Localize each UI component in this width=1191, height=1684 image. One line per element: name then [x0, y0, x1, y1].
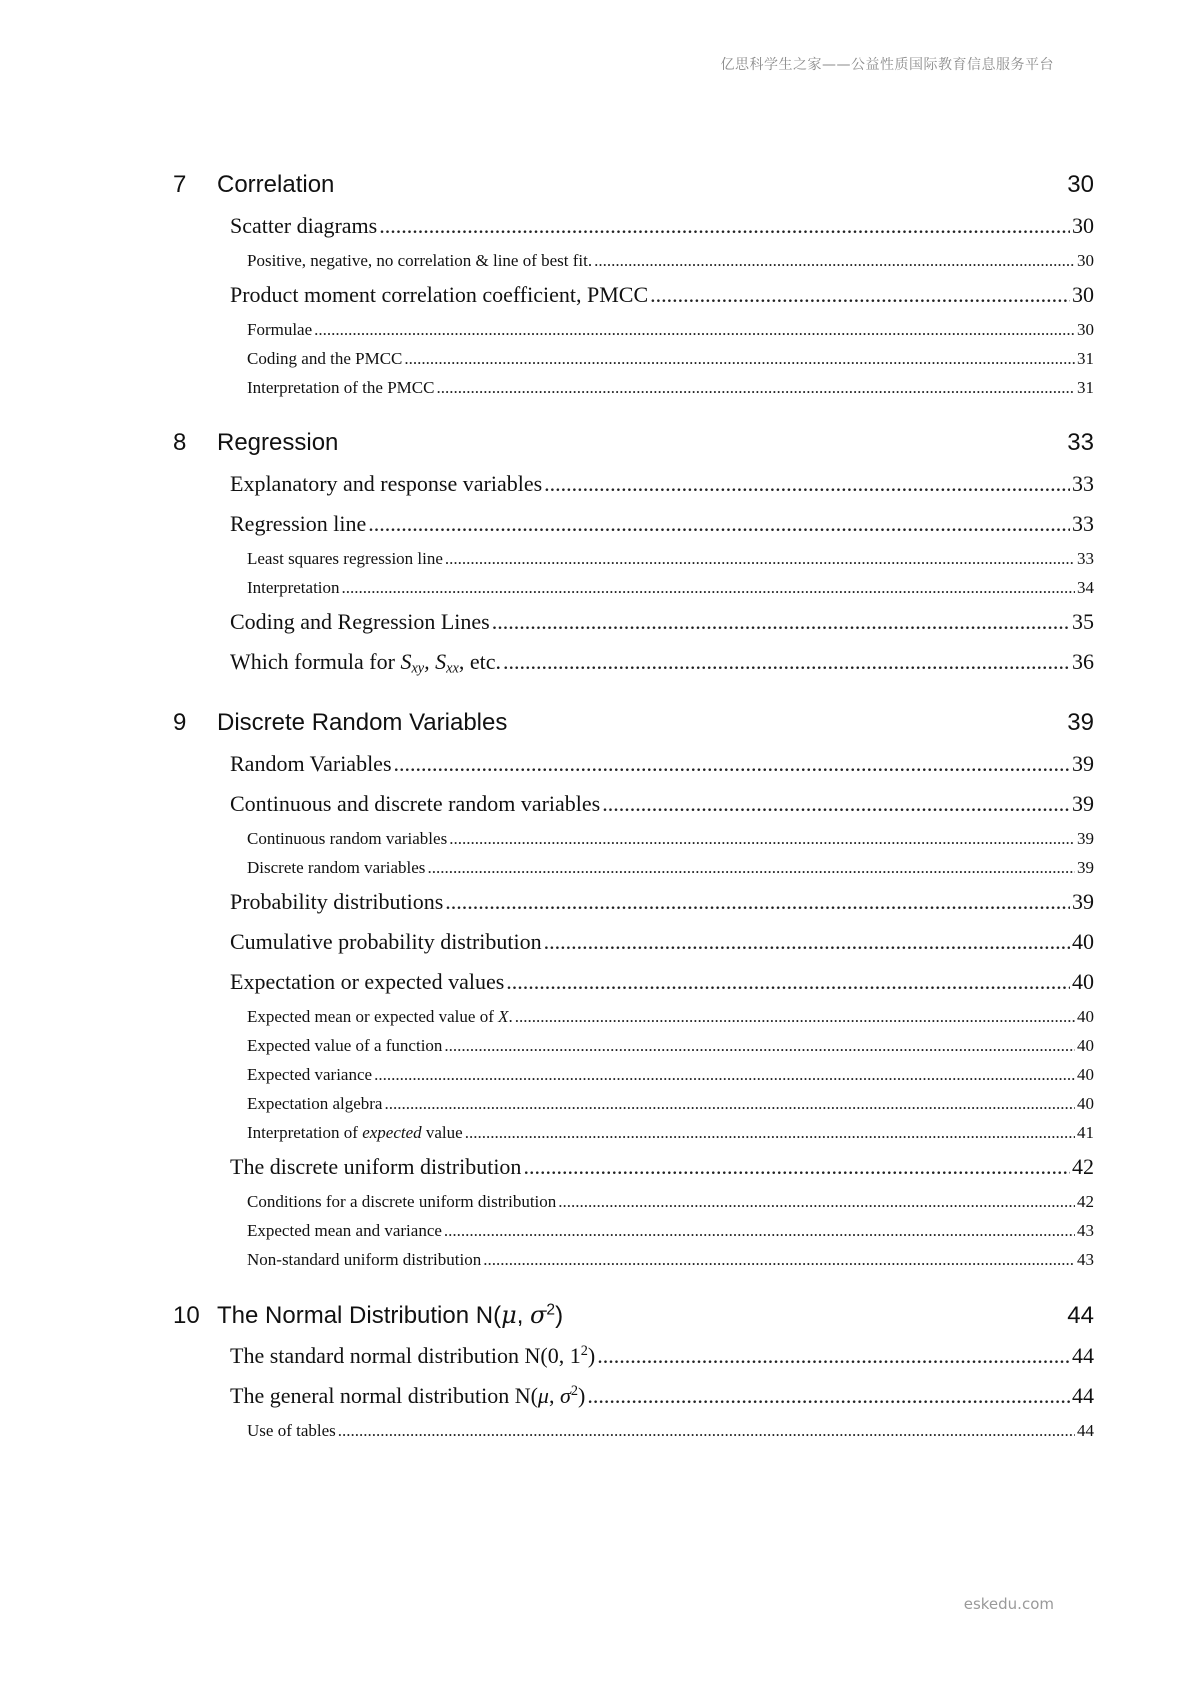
- toc-entry-continuous-discrete[interactable]: Continuous and discrete random variables ..... 39: [230, 784, 1094, 824]
- toc-entry-expected-mean[interactable]: Expected mean or expected value of X. ..... 40: [247, 1002, 1094, 1031]
- leader-dots: [465, 1118, 1075, 1147]
- leader-dots: [449, 824, 1075, 853]
- toc-entry-explanatory-response[interactable]: Explanatory and response variables ..... 33: [230, 464, 1094, 504]
- toc-entry-expected-function[interactable]: Expected value of a function ..... 40: [247, 1031, 1094, 1060]
- toc-entry-expected-mean-variance[interactable]: Expected mean and variance ..... 43: [247, 1216, 1094, 1245]
- leader-dots: [506, 962, 1070, 1002]
- toc-entry-standard-normal[interactable]: The standard normal distribution N(0, $1^2$) ..... 44: [230, 1336, 1094, 1376]
- toc-entry-interpretation-pmcc[interactable]: Interpretation of the PMCC ..... 31: [247, 373, 1094, 402]
- leader-dots: [314, 315, 1075, 344]
- chapter-title: Correlation: [217, 171, 335, 198]
- toc-entry-positive-negative-correlation[interactable]: Positive, negative, no correlation & line of best fit. ..... 30: [247, 246, 1094, 275]
- page-footer: eskedu.com: [963, 1595, 1054, 1613]
- chapter-number: 10: [173, 1302, 200, 1329]
- leader-dots: [342, 573, 1075, 602]
- toc-entry-scatter-diagrams[interactable]: Scatter diagrams ..... 30: [230, 206, 1094, 246]
- toc-entry-formulae[interactable]: Formulae ..... 30: [247, 315, 1094, 344]
- table-of-contents: [173, 168, 1094, 1445]
- chapter-9-heading[interactable]: [173, 706, 1094, 740]
- leader-dots: [445, 882, 1070, 922]
- chapter-number: 7: [173, 171, 187, 198]
- toc-entry-cumulative[interactable]: Cumulative probability distribution ..... 40: [230, 922, 1094, 962]
- chapter-8-heading[interactable]: [173, 426, 1094, 460]
- toc-entry-discrete-random[interactable]: Discrete random variables ..... 39: [247, 853, 1094, 882]
- chapter-10-heading[interactable]: [173, 1298, 1094, 1332]
- toc-entry-least-squares[interactable]: Least squares regression line ..... 33: [247, 544, 1094, 573]
- leader-dots: [544, 922, 1070, 962]
- leader-dots: [515, 1002, 1075, 1031]
- leader-dots: [436, 373, 1075, 402]
- toc-entry-non-standard-uniform[interactable]: Non-standard uniform distribution ..... 43: [247, 1245, 1094, 1274]
- toc-entry-general-normal[interactable]: The general normal distribution N(μ, $\sigma^2$) ..... 44: [230, 1376, 1094, 1416]
- toc-entry-coding-regression[interactable]: Coding and Regression Lines ..... 35: [230, 602, 1094, 642]
- toc-entry-conditions-uniform[interactable]: Conditions for a discrete uniform distribution ..... 42: [247, 1187, 1094, 1216]
- toc-entry-expectation-algebra[interactable]: Expectation algebra ..... 40: [247, 1089, 1094, 1118]
- chapter-number: 9: [173, 709, 187, 736]
- leader-dots: [404, 344, 1075, 373]
- leader-dots: [379, 206, 1070, 246]
- toc-entry-regression-line[interactable]: Regression line ..... 33: [230, 504, 1094, 544]
- leader-dots: [445, 544, 1075, 573]
- leader-dots: [650, 275, 1070, 315]
- leader-dots: [594, 246, 1075, 275]
- toc-entry-use-of-tables[interactable]: Use of tables ..... 44: [247, 1416, 1094, 1445]
- chapter-page: 33: [1067, 429, 1094, 456]
- leader-dots: [544, 464, 1070, 504]
- chapter-title: Regression: [217, 429, 339, 456]
- leader-dots: [492, 602, 1070, 642]
- chapter-page: 39: [1067, 709, 1094, 736]
- toc-entry-interpretation-expected[interactable]: Interpretation of expected value ..... 41: [247, 1118, 1094, 1147]
- leader-dots: [444, 1031, 1075, 1060]
- chapter-7-heading[interactable]: [173, 168, 1094, 202]
- leader-dots: [374, 1060, 1075, 1089]
- leader-dots: [587, 1376, 1070, 1416]
- leader-dots: [338, 1416, 1075, 1445]
- leader-dots: [523, 1147, 1070, 1187]
- leader-dots: [427, 853, 1075, 882]
- toc-entry-random-variables[interactable]: Random Variables ..... 39: [230, 744, 1094, 784]
- leader-dots: [558, 1187, 1075, 1216]
- leader-dots: [384, 1089, 1075, 1118]
- toc-entry-expected-variance[interactable]: Expected variance ..... 40: [247, 1060, 1094, 1089]
- toc-entry-pmcc[interactable]: Product moment correlation coefficient, PMCC ..... 30: [230, 275, 1094, 315]
- chapter-page: 44: [1067, 1302, 1094, 1329]
- toc-entry-probability-distributions[interactable]: Probability distributions ..... 39: [230, 882, 1094, 922]
- leader-dots: [483, 1245, 1075, 1274]
- chapter-page: 30: [1067, 171, 1094, 198]
- toc-entry-which-formula[interactable]: Which formula for $S_{xy}$, $S_{xx}$, etc. ..... 36: [230, 642, 1094, 682]
- toc-entry-continuous-random[interactable]: Continuous random variables ..... 39: [247, 824, 1094, 853]
- leader-dots: [394, 744, 1070, 784]
- leader-dots: [368, 504, 1070, 544]
- toc-entry-coding-pmcc[interactable]: Coding and the PMCC ..... 31: [247, 344, 1094, 373]
- leader-dots: [597, 1336, 1070, 1376]
- chapter-number: 8: [173, 429, 187, 456]
- toc-entry-discrete-uniform[interactable]: The discrete uniform distribution ..... 42: [230, 1147, 1094, 1187]
- leader-dots: [444, 1216, 1075, 1245]
- toc-entry-expectation[interactable]: Expectation or expected values ..... 40: [230, 962, 1094, 1002]
- chapter-title: The Normal Distribution N(μ, $\sigma^2$): [217, 1301, 564, 1329]
- page-header: 亿思科学生之家——公益性质国际教育信息服务平台: [720, 57, 1054, 73]
- leader-dots: [602, 784, 1070, 824]
- chapter-title: Discrete Random Variables: [217, 709, 508, 736]
- leader-dots: [503, 642, 1070, 682]
- toc-entry-interpretation[interactable]: Interpretation ..... 34: [247, 573, 1094, 602]
